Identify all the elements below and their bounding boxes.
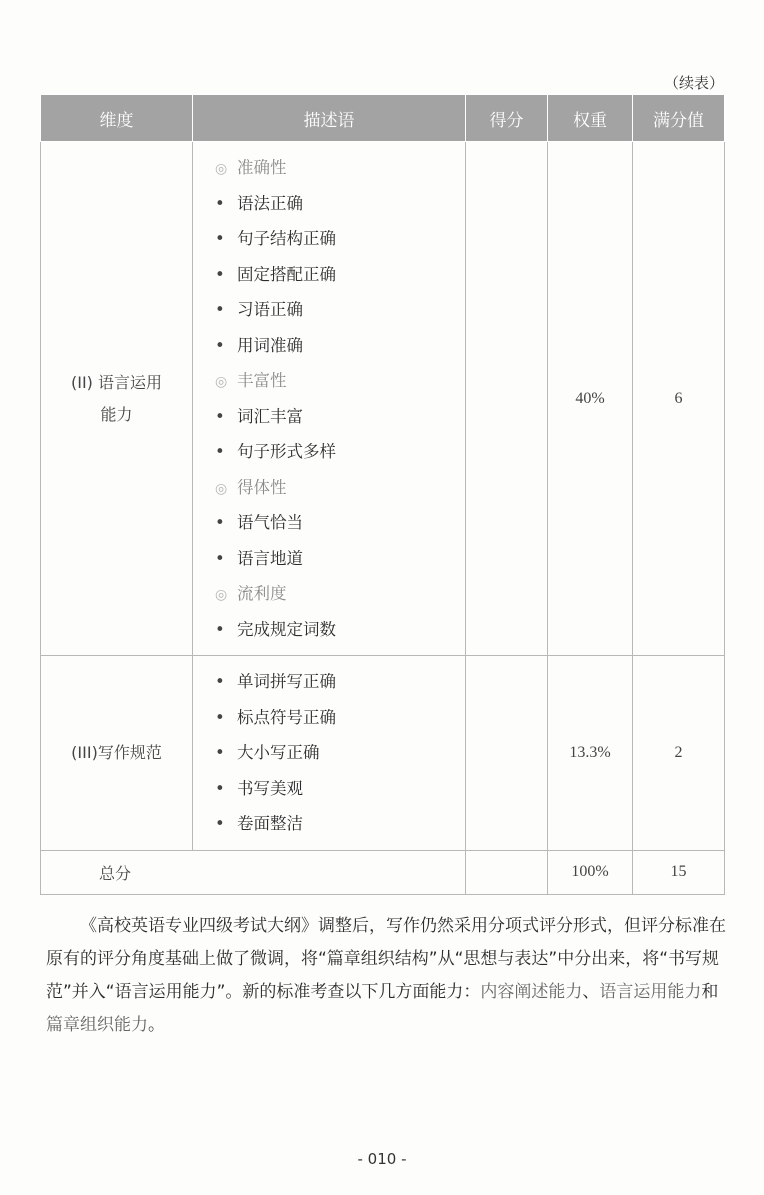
descriptor-item xyxy=(215,399,465,435)
descriptor-text: 大小写正确 xyxy=(237,743,320,762)
dimension-label-line: (III)写作规范 xyxy=(71,742,162,762)
max-score-cell: 6 xyxy=(633,142,725,656)
dot-bullet-icon: • xyxy=(215,442,225,461)
descriptor-text: 丰富性 xyxy=(237,371,287,390)
header-weight: 权重 xyxy=(548,95,633,142)
paragraph-text: 《高校英语专业四级考试大纲》调整后，写作仍然采用分项式评分形式，但评分标准在原有的评分角度基础上做了微调，将“篇章组织结构”从“思想与表达”中分出来，将“书写规范”并入“语言运用能力”。新的标准考查以下几方面能力： xyxy=(46,916,726,1002)
paragraph-end: 。 xyxy=(148,1015,165,1035)
dot-bullet-icon: • xyxy=(215,814,225,833)
dot-bullet-icon: • xyxy=(215,229,225,248)
dot-bullet-icon: • xyxy=(215,707,225,727)
circle-bullet-icon: ◎ xyxy=(215,587,228,603)
total-weight-cell: 100% xyxy=(548,850,633,894)
descriptor-item xyxy=(215,612,465,648)
descriptor-cell xyxy=(193,656,466,851)
page-number: - 010 - xyxy=(357,1150,407,1168)
table-header-row xyxy=(41,95,725,142)
total-label: 总分 xyxy=(41,850,466,894)
header-score: 得分 xyxy=(466,95,548,142)
paragraph-separator: 和 xyxy=(701,982,719,1002)
dimension-label-line: (II) 语言运用 xyxy=(70,372,162,392)
descriptor-item xyxy=(215,700,465,736)
weight-cell: 40% xyxy=(548,142,633,656)
dot-bullet-icon: • xyxy=(215,672,225,691)
circle-bullet-icon: ◎ xyxy=(215,480,228,497)
highlight-language-ability: 语言运用能力 xyxy=(599,982,702,1002)
descriptor-list xyxy=(215,664,465,842)
descriptor-category xyxy=(215,470,465,506)
descriptor-text: 词汇丰富 xyxy=(237,406,303,426)
descriptor-category xyxy=(215,150,465,186)
descriptor-text: 固定搭配正确 xyxy=(237,264,336,284)
descriptor-list xyxy=(215,150,465,647)
dimension-label-line: 能力 xyxy=(100,404,133,424)
circle-bullet-icon: ◎ xyxy=(215,374,228,390)
descriptor-item xyxy=(215,806,465,842)
table-row-language-use xyxy=(41,142,725,656)
header-descriptor: 描述语 xyxy=(193,95,466,142)
descriptor-item xyxy=(215,505,465,541)
rubric-table xyxy=(40,94,725,895)
table-row-total xyxy=(41,850,725,894)
highlight-organization-ability: 篇章组织能力 xyxy=(46,1015,148,1035)
descriptor-item xyxy=(215,434,465,470)
dot-bullet-icon: • xyxy=(215,513,225,532)
weight-cell: 13.3% xyxy=(548,656,633,851)
descriptor-cell xyxy=(193,142,466,656)
header-dimension: 维度 xyxy=(41,95,193,142)
descriptor-text: 流利度 xyxy=(237,584,287,603)
descriptor-text: 用词准确 xyxy=(237,335,303,355)
descriptor-text: 语气恰当 xyxy=(237,513,303,532)
dot-bullet-icon: • xyxy=(215,406,225,426)
dot-bullet-icon: • xyxy=(215,264,225,284)
paragraph-separator: 、 xyxy=(582,982,600,1002)
descriptor-item xyxy=(215,771,465,807)
total-score-cell xyxy=(466,850,548,894)
score-cell xyxy=(466,142,548,656)
descriptor-text: 句子结构正确 xyxy=(237,229,336,248)
descriptor-text: 语法正确 xyxy=(237,193,303,213)
table-row-writing-conventions xyxy=(41,656,725,851)
descriptor-item xyxy=(215,328,465,364)
dimension-cell xyxy=(41,142,193,656)
descriptor-text: 准确性 xyxy=(237,158,287,177)
descriptor-text: 完成规定词数 xyxy=(237,619,336,639)
descriptor-category xyxy=(215,363,465,399)
dot-bullet-icon: • xyxy=(215,300,225,319)
dot-bullet-icon: • xyxy=(215,548,225,568)
body-paragraph xyxy=(46,910,726,1042)
descriptor-item xyxy=(215,186,465,222)
header-max-score: 满分值 xyxy=(633,95,725,142)
descriptor-item xyxy=(215,735,465,771)
descriptor-text: 习语正确 xyxy=(237,300,303,319)
descriptor-text: 语言地道 xyxy=(237,548,303,568)
descriptor-text: 书写美观 xyxy=(237,778,303,798)
dot-bullet-icon: • xyxy=(215,335,225,355)
continued-label: （续表） xyxy=(663,74,724,92)
max-score-cell: 2 xyxy=(633,656,725,851)
descriptor-item xyxy=(215,664,465,700)
dot-bullet-icon: • xyxy=(215,619,225,639)
descriptor-category xyxy=(215,576,465,612)
descriptor-text: 单词拼写正确 xyxy=(237,672,336,691)
circle-bullet-icon: ◎ xyxy=(215,161,228,177)
highlight-content-ability: 内容阐述能力 xyxy=(480,982,583,1002)
descriptor-item xyxy=(215,221,465,257)
descriptor-item xyxy=(215,292,465,328)
dot-bullet-icon: • xyxy=(215,778,225,798)
descriptor-text: 标点符号正确 xyxy=(237,707,336,727)
total-max-cell: 15 xyxy=(633,850,725,894)
dot-bullet-icon: • xyxy=(215,193,225,213)
dimension-cell xyxy=(41,656,193,851)
descriptor-item xyxy=(215,541,465,577)
descriptor-text: 句子形式多样 xyxy=(237,442,336,461)
score-cell xyxy=(466,656,548,851)
dot-bullet-icon: • xyxy=(215,743,225,762)
descriptor-text: 得体性 xyxy=(237,477,287,497)
descriptor-text: 卷面整洁 xyxy=(237,814,303,833)
descriptor-item xyxy=(215,257,465,293)
